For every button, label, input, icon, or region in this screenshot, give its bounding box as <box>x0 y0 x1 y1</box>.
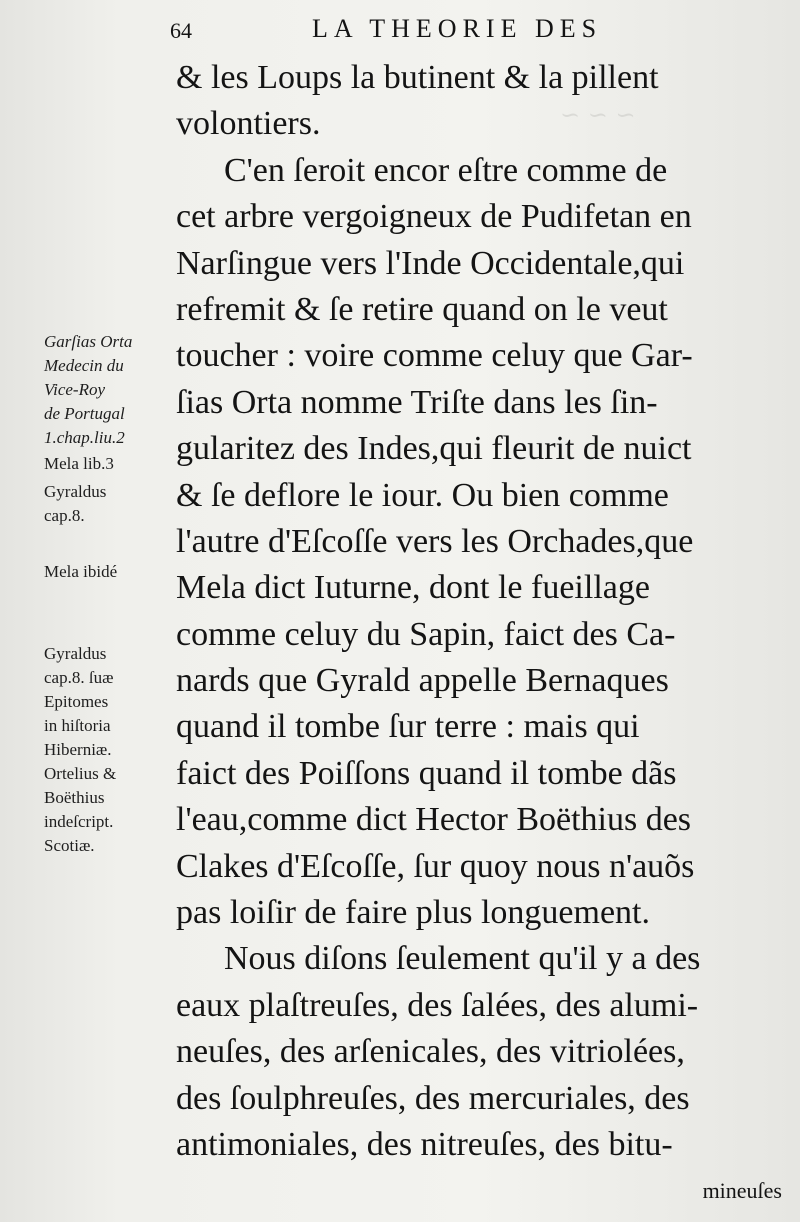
margin-line: Garſias Orta <box>44 332 133 351</box>
page-number: 64 <box>170 18 192 43</box>
margin-line: cap.8. ſuæ <box>44 668 114 687</box>
text-line: ſias Orta nomme Triſte dans les ſin- <box>176 383 658 421</box>
text-line: des ſoulphreuſes, des mercuriales, des <box>176 1079 690 1117</box>
margin-line: Ortelius & <box>44 764 117 783</box>
text-line: refremit & ſe retire quand on le veut <box>176 290 668 328</box>
text-line: faict des Poiſſons quand il tombe dãs <box>176 754 677 792</box>
text-line: antimoniales, des nitreuſes, des bitu- <box>176 1125 673 1163</box>
text-line: comme celuy du Sapin, faict des Ca- <box>176 615 676 653</box>
text-line: l'autre d'Eſcoſſe vers les Orchades,que <box>176 522 694 560</box>
text-line: volontiers. <box>176 105 321 143</box>
main-text <box>176 55 792 1215</box>
text-line: quand il tombe ſur terre : mais qui <box>176 708 640 746</box>
text-line: eaux plaſtreuſes, des ſalées, des alumi- <box>176 986 699 1024</box>
margin-line: Mela lib.3 <box>44 454 114 473</box>
margin-line: Scotiæ. <box>44 836 95 855</box>
text-line: cet arbre vergoigneux de Pudifetan en <box>176 198 692 236</box>
margin-line: Medecin du <box>44 356 124 375</box>
margin-note-mela-ibid <box>44 560 172 584</box>
text-line: toucher : voire comme celuy que Gar- <box>176 337 693 375</box>
margin-note-mela <box>44 452 172 476</box>
margin-note-gyraldus <box>44 480 172 528</box>
text-line: Clakes d'Eſcoſſe, ſur quoy nous n'auõs <box>176 847 695 885</box>
text-line: gularitez des Indes,qui fleurit de nuict <box>176 430 692 468</box>
margin-line: Boëthius <box>44 788 105 807</box>
text-line: neuſes, des arſenicales, des vitriolées, <box>176 1033 685 1071</box>
margin-line: in hiſtoria <box>44 716 111 735</box>
margin-line: Hiberniæ. <box>44 740 112 759</box>
margin-line: Vice-Roy <box>44 380 106 399</box>
text-line: nards que Gyrald appelle Bernaques <box>176 662 669 700</box>
text-line: & les Loups la butinent & la pillent <box>176 59 659 96</box>
text-line: & ſe deflore le iour. Ou bien comme <box>176 476 669 514</box>
text-line: Nous diſons ſeulement qu'il y a des <box>224 940 701 978</box>
margin-note-orta <box>44 330 172 450</box>
page-header <box>170 6 652 46</box>
bleed-through: ~ ~ ~ <box>560 101 636 129</box>
margin-line: cap.8. <box>44 506 85 525</box>
text-line: C'en ſeroit encor eſtre comme de <box>224 151 668 189</box>
text-line: l'eau,comme dict Hector Boëthius des <box>176 801 692 839</box>
margin-line: Epitomes <box>44 692 109 711</box>
margin-note-gyraldus-epitomes <box>44 642 172 858</box>
margin-line: indeſcript. <box>44 812 114 831</box>
margin-line: Mela ibidé <box>44 562 118 581</box>
text-line: Narſingue vers l'Inde Occidentale,qui <box>176 244 685 282</box>
running-head: LA THEORIE DES <box>312 14 603 43</box>
margin-line: 1.chap.liu.2 <box>44 428 125 447</box>
catchword: mineuſes <box>702 1178 782 1204</box>
text-line: pas loiſir de faire plus longuement. <box>176 894 650 932</box>
text-line: Mela dict Iuturne, dont le fueillage <box>176 569 650 607</box>
margin-line: de Portugal <box>44 404 125 423</box>
margin-line: Gyraldus <box>44 644 107 663</box>
margin-line: Gyraldus <box>44 482 107 501</box>
